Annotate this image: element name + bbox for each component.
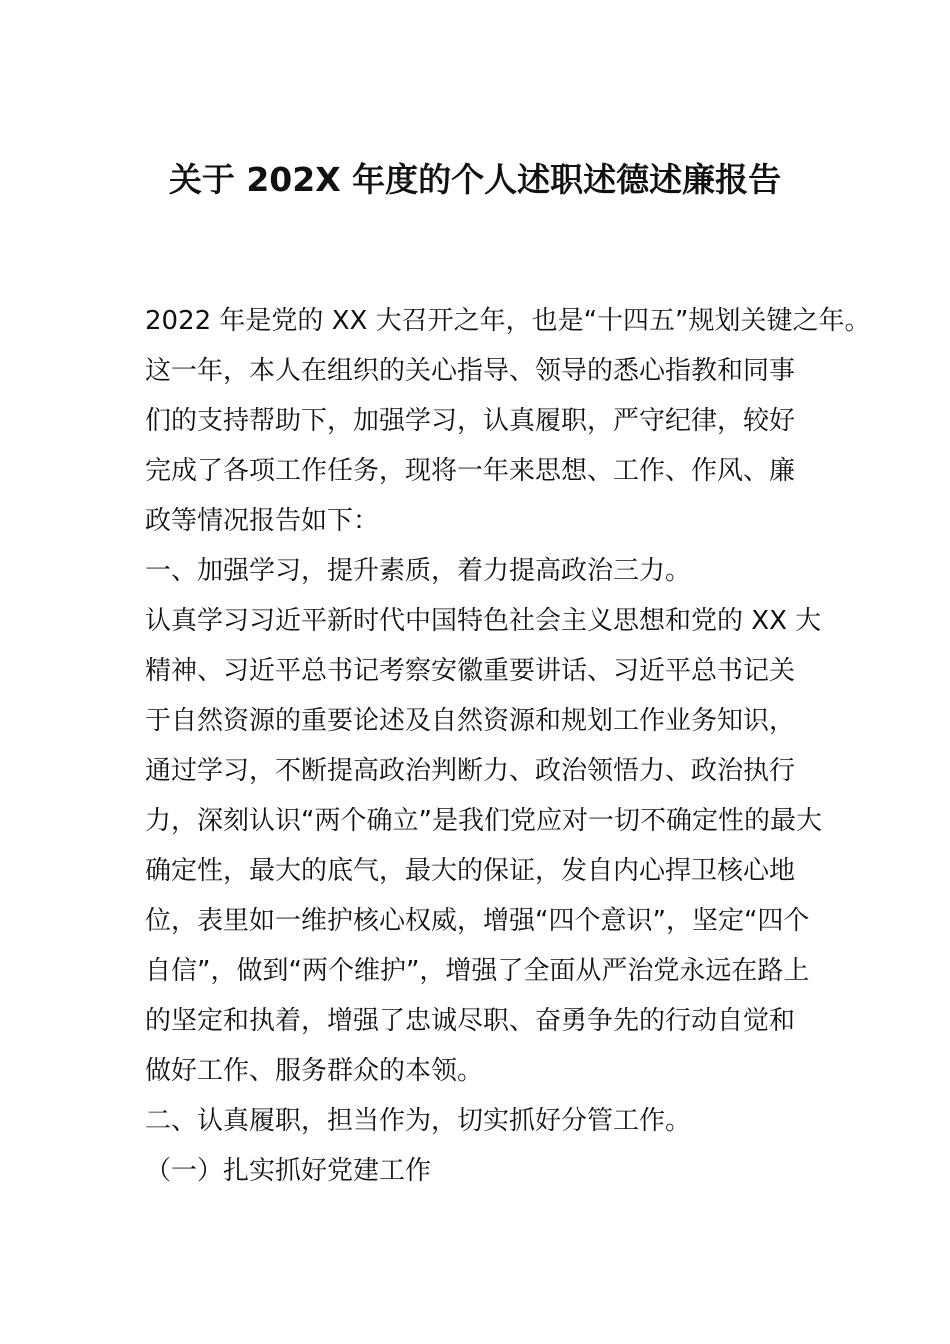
text-line: 这一年，本人在组织的关心指导、领导的悉心指教和同事 <box>145 356 796 386</box>
text-line: 做好工作、服务群众的本领。 <box>145 1056 484 1086</box>
text-line: 精神、习近平总书记考察安徽重要讲话、习近平总书记关 <box>145 656 796 686</box>
text-line: 们的支持帮助下，加强学习，认真履职，严守纪律，较好 <box>145 406 796 436</box>
section-heading: 二、认真履职，担当作为，切实抓好分管工作。 <box>145 1106 692 1136</box>
text-line: 力，深刻认识“两个确立”是我们党应对一切不确定性的最大 <box>145 806 822 836</box>
document-title: 关于 202X 年度的个人述职述德述廉报告 <box>168 160 782 199</box>
text-line: 通过学习，不断提高政治判断力、政治领悟力、政治执行 <box>145 756 796 786</box>
text-line: 的坚定和执着，增强了忠诚尽职、奋勇争先的行动自觉和 <box>145 1006 796 1036</box>
text-line: 完成了各项工作任务，现将一年来思想、工作、作风、廉 <box>145 456 796 486</box>
text-line: 位，表里如一维护核心权威，增强“四个意识”，坚定“四个 <box>145 906 810 936</box>
document-body <box>145 296 871 1196</box>
text-line: 政等情况报告如下： <box>145 506 380 536</box>
text-line: 2022 年是党的 XX 大召开之年，也是“十四五”规划关键之年。 <box>145 306 871 336</box>
text-line: 于自然资源的重要论述及自然资源和规划工作业务知识， <box>145 706 796 736</box>
text-line: 认真学习习近平新时代中国特色社会主义思想和党的 XX 大 <box>145 606 822 636</box>
text-line: 自信”，做到“两个维护”，增强了全面从严治党永远在路上 <box>145 956 810 986</box>
subsection-heading: （一）扎实抓好党建工作 <box>145 1156 432 1186</box>
text-line: 确定性，最大的底气，最大的保证，发自内心捍卫核心地 <box>145 856 796 886</box>
section-heading: 一、加强学习，提升素质，着力提高政治三力。 <box>145 556 692 586</box>
